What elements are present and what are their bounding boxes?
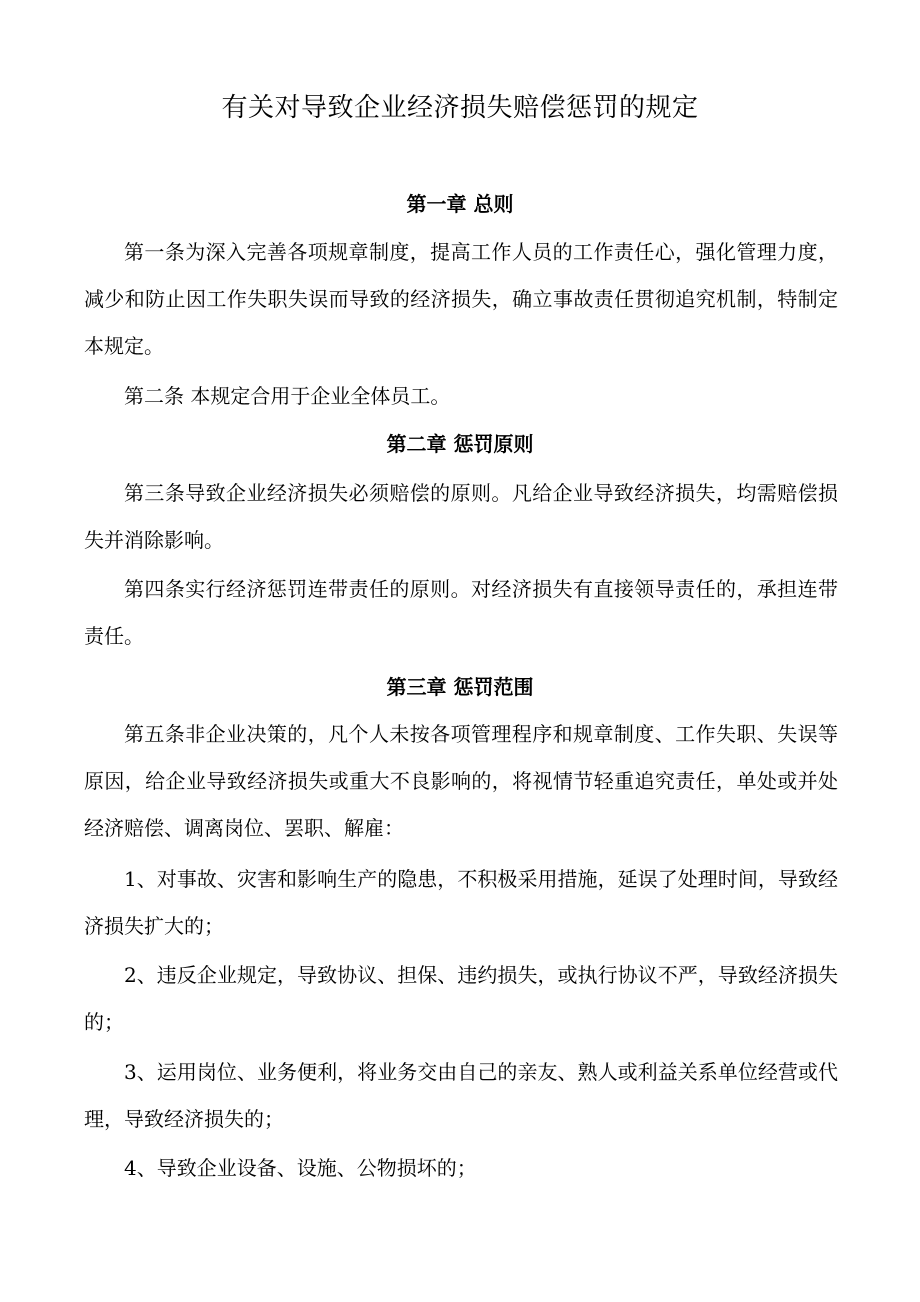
list-item-2: 2、违反企业规定，导致协议、担保、违约损失，或执行协议不严，导致经济损失的； xyxy=(84,963,838,1034)
article-4-paragraph: 第四条实行经济惩罚连带责任的原则。对经济损失有直接领导责任的，承担连带责任。 xyxy=(84,577,838,648)
article-2-paragraph: 第二条 本规定合用于企业全体员工。 xyxy=(124,384,451,408)
list-item-3: 3、运用岗位、业务便利，将业务交由自己的亲友、熟人或利益关系单位经营或代理，导致经济损失的； xyxy=(84,1060,838,1131)
article-5-paragraph: 第五条非企业决策的，凡个人未按各项管理程序和规章制度、工作失职、失误等原因，给企业导致经济损失或重大不良影响的，将视情节轻重追究责任，单处或并处经济赔偿、调离岗位、罢职、解雇： xyxy=(84,722,838,840)
article-1-paragraph: 第一条为深入完善各项规章制度，提高工作人员的工作责任心，强化管理力度，减少和防止因工作失职失误而导致的经济损失，确立事故责任贯彻追究机制，特制定本规定。 xyxy=(84,240,838,358)
list-item-4: 4、导致企业设备、设施、公物损坏的； xyxy=(124,1156,477,1180)
document-title: 有关对导致企业经济损失赔偿惩罚的规定 xyxy=(221,93,699,123)
chapter-2-heading: 第二章 惩罚原则 xyxy=(386,432,534,456)
chapter-3-heading: 第三章 惩罚范围 xyxy=(386,675,534,699)
article-3-paragraph: 第三条导致企业经济损失必须赔偿的原则。凡给企业导致经济损失，均需赔偿损失并消除影响。 xyxy=(84,481,838,552)
list-item-1: 1、对事故、灾害和影响生产的隐患，不积极采用措施，延误了处理时间，导致经济损失扩大的； xyxy=(84,867,838,938)
chapter-1-heading: 第一章 总则 xyxy=(406,192,514,216)
